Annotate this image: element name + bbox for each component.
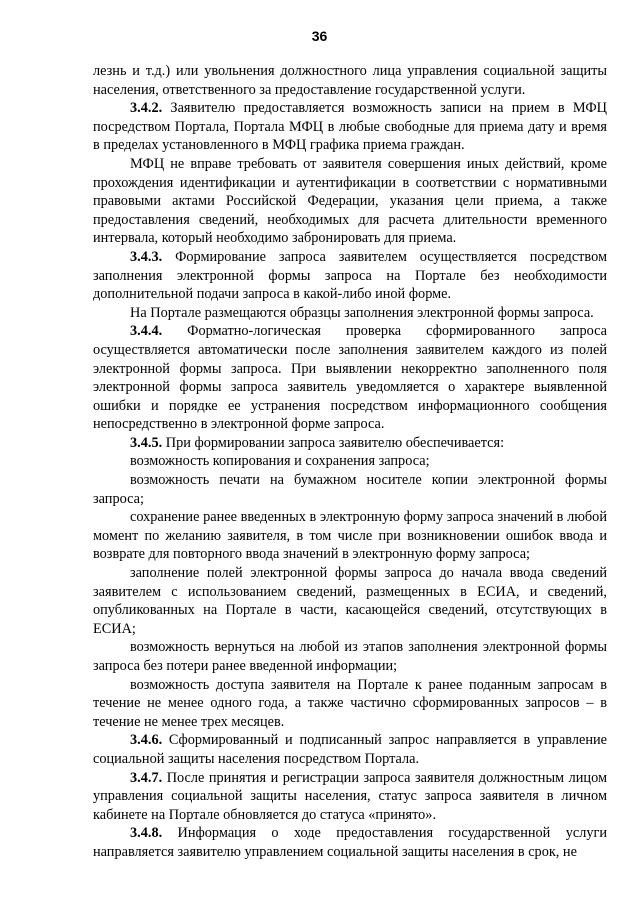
paragraph-text: возможность копирования и сохранения запроса;: [130, 453, 430, 470]
paragraph-text: возможность доступа заявителя на Портале к ранее поданным запросам в течение не менее одного года, а также частично сформированных запросов – в течение не менее трех месяцев.: [93, 676, 607, 730]
section-number: 3.4.8.: [130, 825, 163, 842]
paragraph: [93, 99, 607, 155]
paragraph: [93, 322, 607, 434]
paragraph: [93, 731, 607, 768]
section-number: 3.4.3.: [130, 248, 163, 265]
list-item: [93, 564, 607, 638]
list-item: [93, 638, 607, 675]
paragraph: [93, 824, 607, 861]
paragraph-text: При формировании запроса заявителю обеспечивается:: [162, 434, 505, 451]
paragraph-text: Сформированный и подписанный запрос направляется в управление социальной защиты населения посредством Портала.: [93, 732, 607, 767]
paragraph: [93, 155, 607, 248]
list-item: [93, 508, 607, 564]
section-number: 3.4.2.: [130, 100, 163, 117]
paragraph: [93, 62, 607, 99]
paragraph: [93, 769, 607, 825]
paragraph: [93, 248, 607, 304]
paragraph-text: На Портале размещаются образцы заполнения электронной формы запроса.: [130, 304, 594, 321]
page-number: 36: [311, 28, 328, 44]
paragraph-text: лезнь и т.д.) или увольнения должностного лица управления социальной защиты населения, ответственного за предоставление государственной услуги.: [93, 63, 607, 98]
list-item: [93, 471, 607, 508]
document-body: [93, 62, 607, 862]
paragraph: [93, 304, 607, 323]
paragraph-text: Информация о ходе предоставления государственной услуги направляется заявителю управлением социальной защиты населения в срок, не: [93, 825, 607, 860]
section-number: 3.4.7.: [130, 769, 163, 786]
paragraph-text: МФЦ не вправе требовать от заявителя совершения иных действий, кроме прохождения идентификации и аутентификации в соответствии с нормативными правовыми актами Российской Федерации, указания цели приема, а также предоставления сведений, необходимых для расчета длительности временного интервала, который необходимо забронировать для приема.: [93, 155, 607, 247]
paragraph-text: сохранение ранее введенных в электронную форму запроса значений в любой момент по желанию заявителя, в том числе при возникновении ошибок ввода и возврате для повторного ввода значений в электронную форму запроса;: [93, 509, 607, 563]
section-number: 3.4.6.: [130, 732, 163, 749]
section-number: 3.4.5.: [130, 434, 163, 451]
section-number: 3.4.4.: [130, 323, 163, 340]
paragraph-text: возможность вернуться на любой из этапов заполнения электронной формы запроса без потери ранее введенной информации;: [93, 639, 607, 674]
paragraph-text: Заявителю предоставляется возможность записи на прием в МФЦ посредством Портала, Портала МФЦ в любые свободные для приема дату и время в пределах установленного в МФЦ графика приема граждан.: [93, 100, 607, 154]
paragraph: [93, 434, 607, 453]
list-item: [93, 452, 607, 471]
paragraph-text: После принятия и регистрации запроса заявителя должностным лицом управления социальной защиты населения, статус запроса заявителя в личном кабинете на Портале обновляется до статуса «принято».: [93, 769, 607, 823]
paragraph-text: Форматно-логическая проверка сформированного запроса осуществляется автоматически после заполнения заявителем каждого из полей электронной формы запроса. При выявлении некорректно заполненного поля электронной формы запроса заявитель уведомляется о характере выявленной ошибки и порядке ее устранения посредством информационного сообщения непосредственно в электронной форме запроса.: [93, 323, 607, 433]
paragraph-text: возможность печати на бумажном носителе копии электронной формы запроса;: [93, 472, 607, 507]
paragraph-text: заполнение полей электронной формы запроса до начала ввода сведений заявителем с использованием сведений, размещенных в ЕСИА, и сведений, опубликованных на Портале в части, касающейся сведений, отсутствующих в ЕСИА;: [93, 565, 607, 637]
list-item: [93, 676, 607, 732]
paragraph-text: Формирование запроса заявителем осуществляется посредством заполнения электронной формы запроса на Портале без необходимости дополнительной подачи запроса в какой-либо иной форме.: [93, 248, 607, 303]
